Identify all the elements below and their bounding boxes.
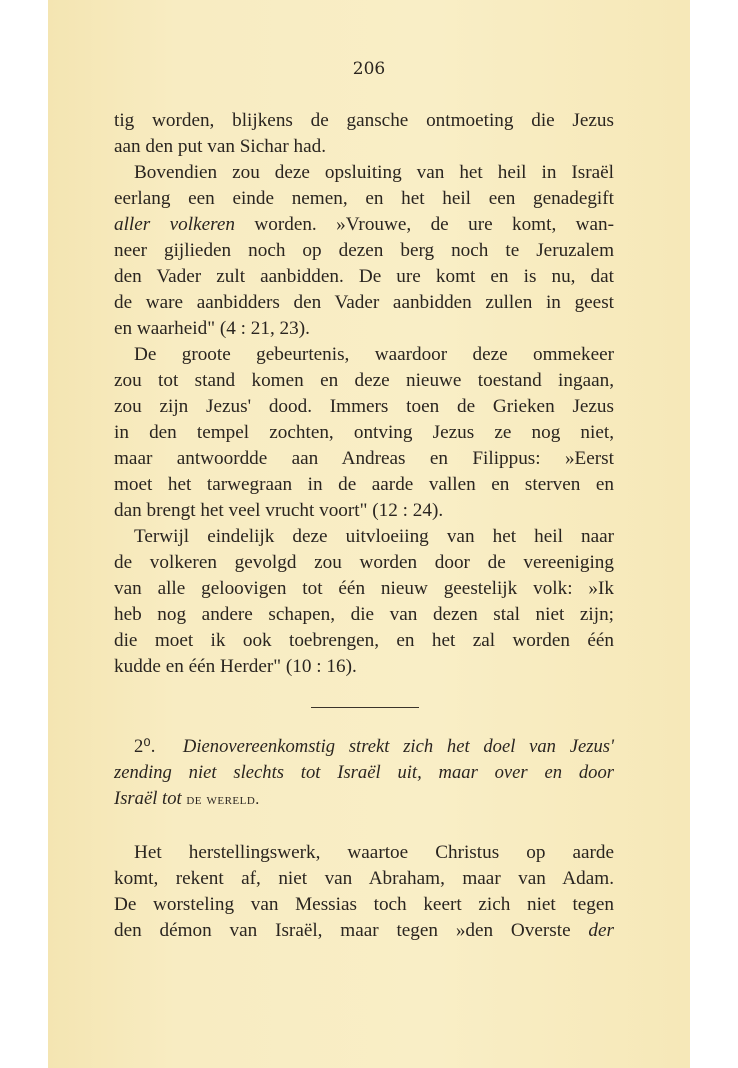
- text-line: kudde en één Herder" (10 : 16).: [114, 656, 357, 677]
- section-heading: [114, 734, 614, 812]
- italic-phrase: Israël tot: [114, 788, 182, 809]
- text-line: Terwijl eindelijk deze uitvloeiing van het heil naar: [134, 526, 614, 547]
- text-line: de volkeren gevolgd zou worden door de vereeniging: [114, 552, 614, 573]
- text-line: tig worden, blijkens de gansche ontmoeting die Jezus: [114, 110, 614, 131]
- text-line: [114, 212, 614, 238]
- section-divider: [311, 707, 419, 708]
- text-line: moet het tarwegraan in de aarde vallen en sterven en: [114, 474, 614, 495]
- text-line: zou tot stand komen en deze nieuwe toestand ingaan,: [114, 370, 614, 391]
- text-line: dan brengt het veel vrucht voort" (12 : 24).: [114, 500, 444, 521]
- text-line: eerlang een einde nemen, en het heil een genadegift: [114, 188, 614, 209]
- body-text-top: [114, 108, 614, 680]
- text-line: heb nog andere schapen, die van dezen stal niet zijn;: [114, 604, 614, 625]
- body-text-bottom: [114, 840, 614, 944]
- italic-phrase: Dienovereenkomstig strekt zich het doel van Jezus': [182, 736, 614, 757]
- book-page: [48, 0, 690, 1068]
- text-line: [114, 786, 614, 812]
- text-line: in den tempel zochten, ontving Jezus ze nog niet,: [114, 422, 614, 443]
- text-line: komt, rekent af, niet van Abraham, maar van Adam.: [114, 868, 614, 889]
- text-line: die moet ik ook toebrengen, en het zal worden één: [114, 630, 614, 651]
- text-line: neer gijlieden noch op dezen berg noch te Jeruzalem: [114, 240, 614, 261]
- small-caps-phrase: de wereld.: [186, 791, 260, 808]
- text-line: Bovendien zou deze opsluiting van het heil in Israël: [134, 162, 614, 183]
- text-fragment: worden. »Vrouwe, de ure komt, wan-: [234, 214, 614, 235]
- text-line: zending niet slechts tot Israël uit, maar over en door: [114, 762, 614, 783]
- text-line: van alle geloovigen tot één nieuw geestelijk volk: »Ik: [114, 578, 614, 599]
- text-line: aan den put van Sichar had.: [114, 136, 327, 157]
- italic-phrase: der: [588, 920, 614, 941]
- text-fragment: den démon van Israël, maar tegen »den Overste: [114, 920, 589, 941]
- text-line: en waarheid" (4 : 21, 23).: [114, 318, 310, 339]
- text-line: Het herstellingswerk, waartoe Christus op aarde: [134, 842, 614, 863]
- text-line: De groote gebeurtenis, waardoor deze ommekeer: [134, 344, 614, 365]
- text-line: zou zijn Jezus' dood. Immers toen de Grieken Jezus: [114, 396, 614, 417]
- text-line: den Vader zult aanbidden. De ure komt en is nu, dat: [114, 266, 614, 287]
- text-line: de ware aanbidders den Vader aanbidden zullen in geest: [114, 292, 614, 313]
- section-number: 2⁰.: [134, 736, 156, 757]
- text-line: [114, 734, 614, 760]
- text-line: [114, 918, 614, 944]
- page-number: 206: [352, 59, 386, 79]
- text-line: maar antwoordde aan Andreas en Filippus: »Eerst: [114, 448, 614, 469]
- text-line: De worsteling van Messias toch keert zich niet tegen: [114, 894, 614, 915]
- italic-phrase: aller volkeren: [114, 214, 235, 235]
